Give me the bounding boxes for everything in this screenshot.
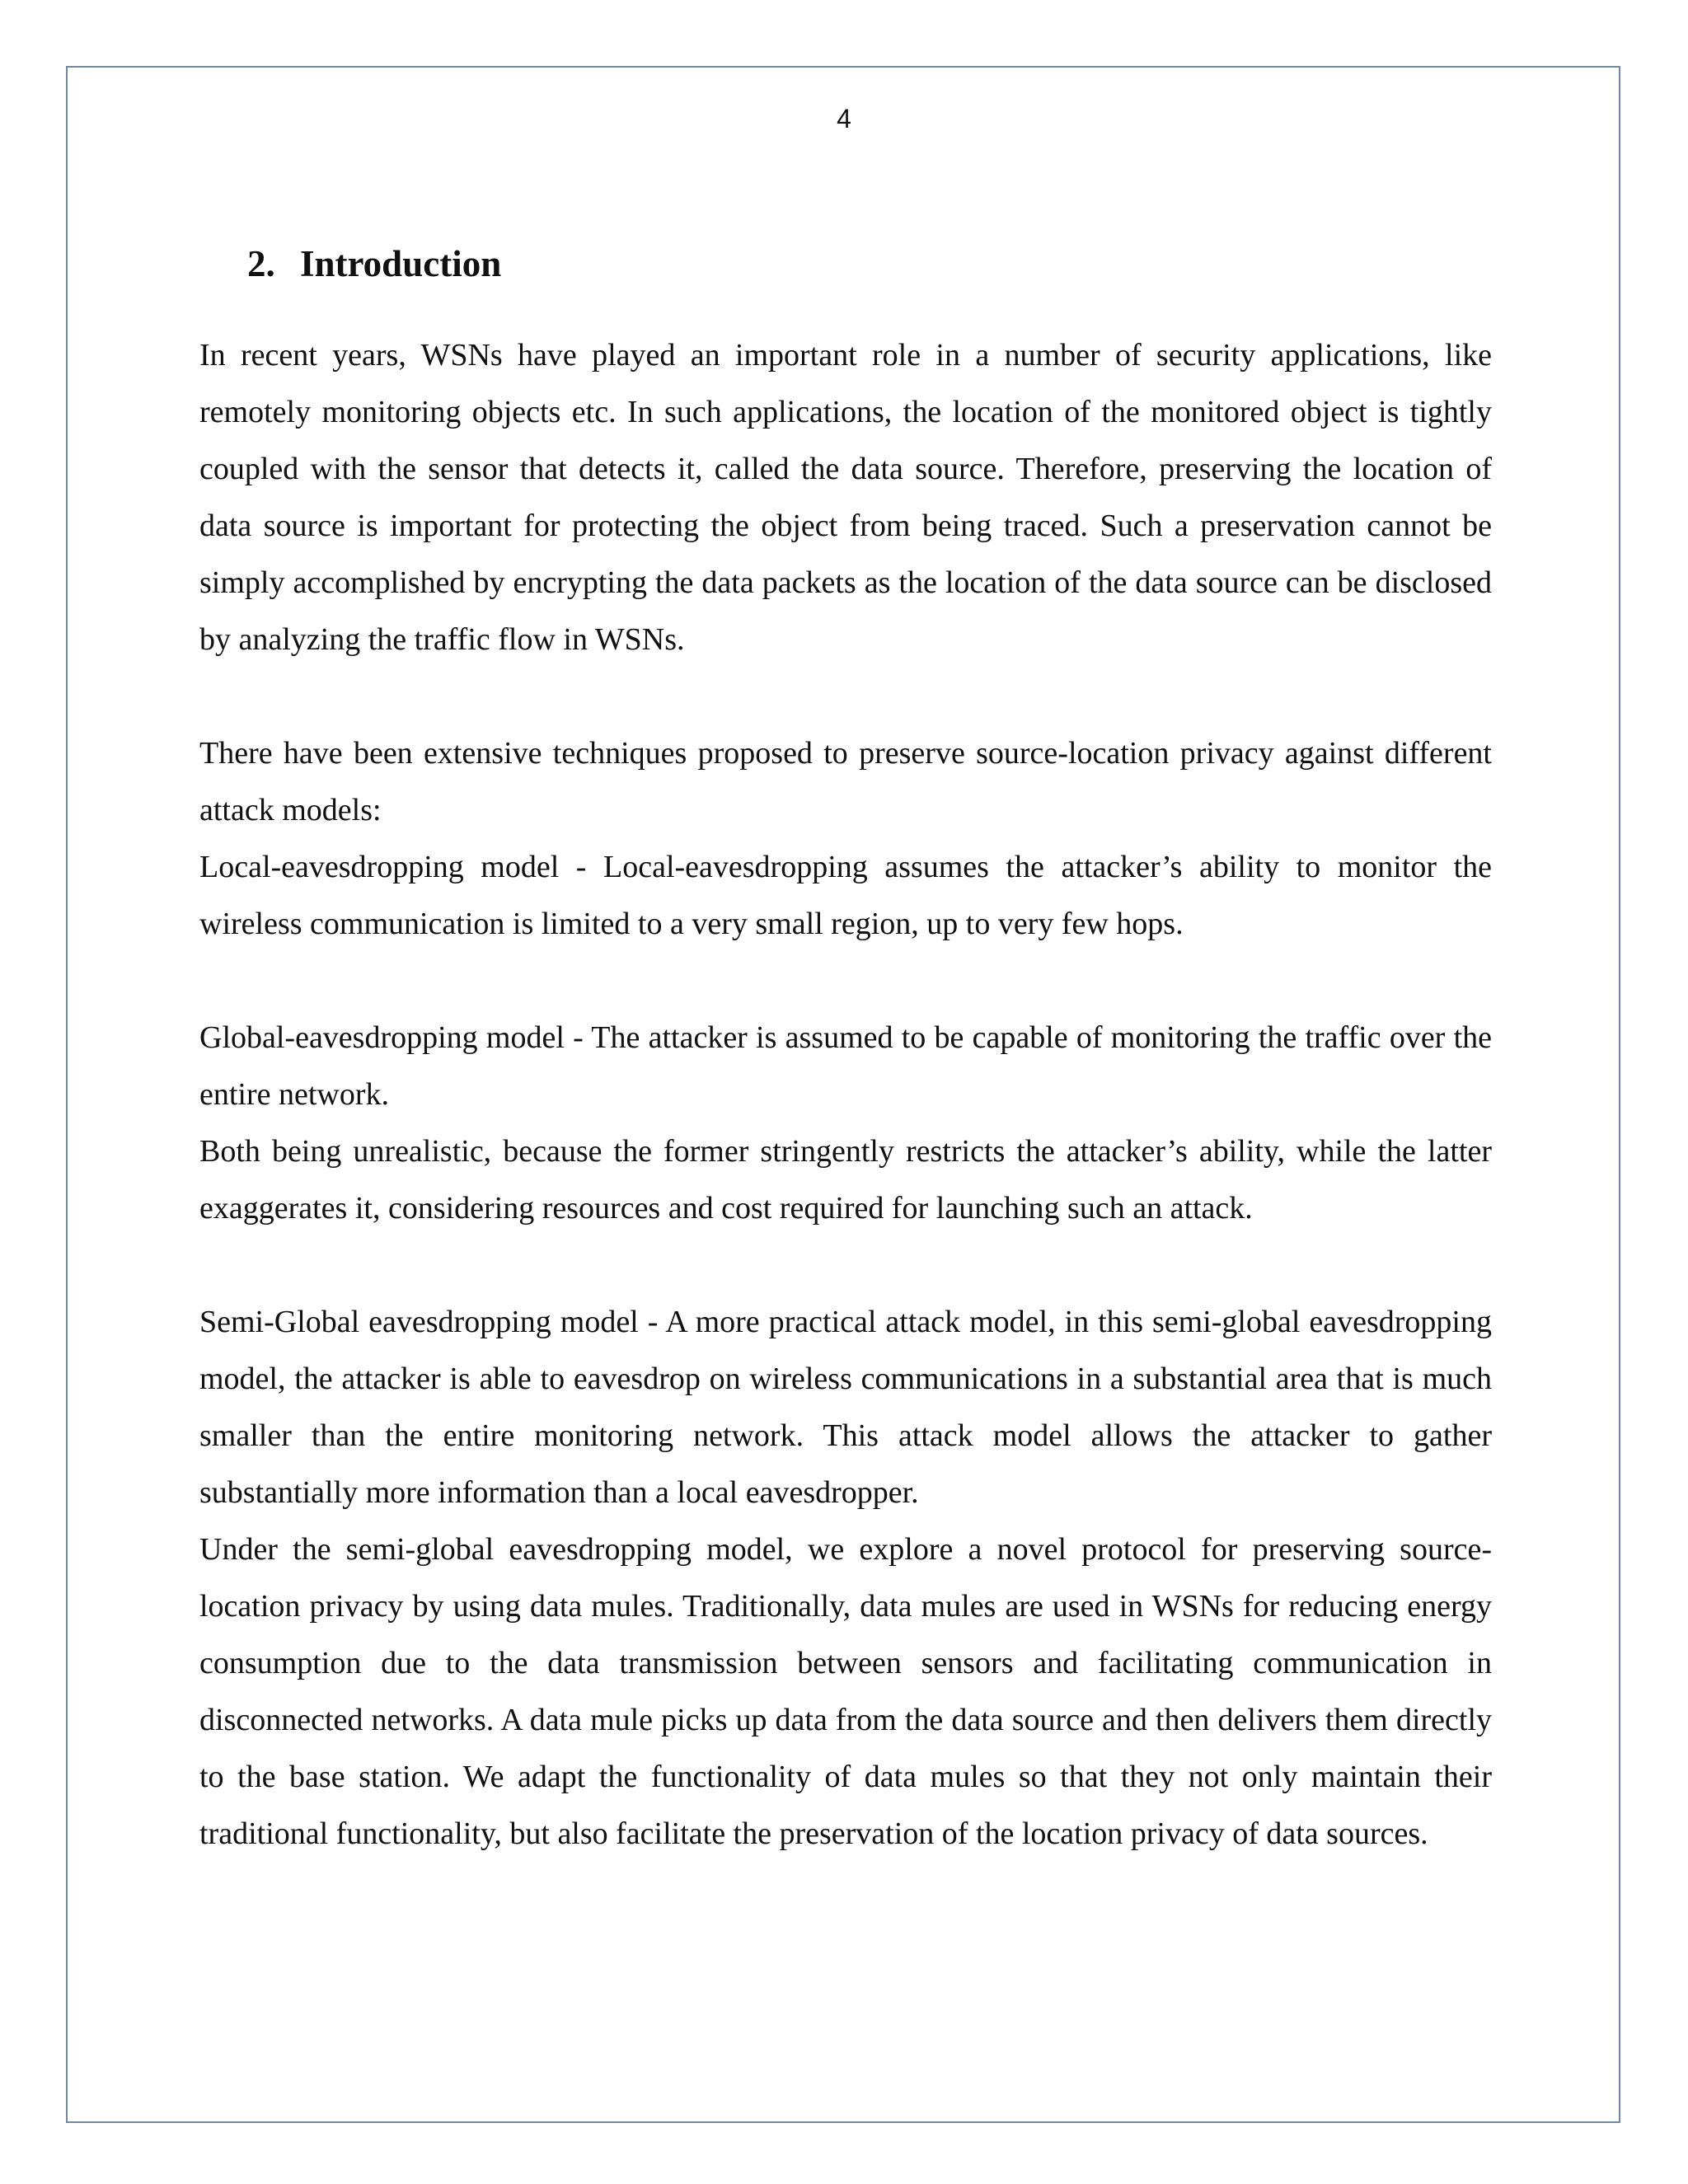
section-title: Introduction [300,243,502,284]
paragraph-gap [199,1237,1492,1294]
paragraph-gap [199,953,1492,1010]
page-number: 4 [837,104,851,134]
paragraph-data-mules: Under the semi-global eavesdropping model, we explore a novel protocol for preserving source-location privacy by using data mules. Traditionally, data mules are used in WSNs for reducing energy consumption due to the data transmission between sensors and facilitating communication in disconnected networks. A data mule picks up data from the data source and then delivers them directly to the base station. We adapt the functionality of data mules so that they not only maintain their traditional functionality, but also facilitate the preservation of the location privacy of data sources. [199,1532,1492,1851]
paragraph-gap [199,668,1492,725]
section-heading [247,241,501,287]
body-text [199,327,1492,1863]
section-number: 2. [247,243,275,284]
paragraph-intro: In recent years, WSNs have played an important role in a number of security applications, like remotely monitoring objects etc. In such applications, the location of the monitored object is tightly coupled with the sensor that detects it, called the data source. Therefore, preserving the location of data source is important for protecting the object from being traced. Such a preservation cannot be simply accomplished by encrypting the data packets as the location of the data source can be disclosed by analyzing the traffic flow in WSNs. [199,338,1492,657]
paragraph-techniques: There have been extensive techniques proposed to preserve source-location privacy against different attack models: [199,736,1492,827]
paragraph-local-model: Local-eavesdropping model - Local-eavesdropping assumes the attacker’s ability to monitor the wireless communication is limited to a very small region, up to very few hops. [199,850,1492,941]
paragraph-unrealistic: Both being unrealistic, because the former stringently restricts the attacker’s ability, while the latter exaggerates it, considering resources and cost required for launching such an attack. [199,1134,1492,1226]
paragraph-semi-global-model: Semi-Global eavesdropping model - A more practical attack model, in this semi-global eavesdropping model, the attacker is able to eavesdrop on wireless communications in a substantial area that is much smaller than the entire monitoring network. This attack model allows the attacker to gather substantially more information than a local eavesdropper. [199,1305,1492,1510]
paragraph-global-model: Global-eavesdropping model - The attacker is assumed to be capable of monitoring the traffic over the entire network. [199,1020,1492,1112]
